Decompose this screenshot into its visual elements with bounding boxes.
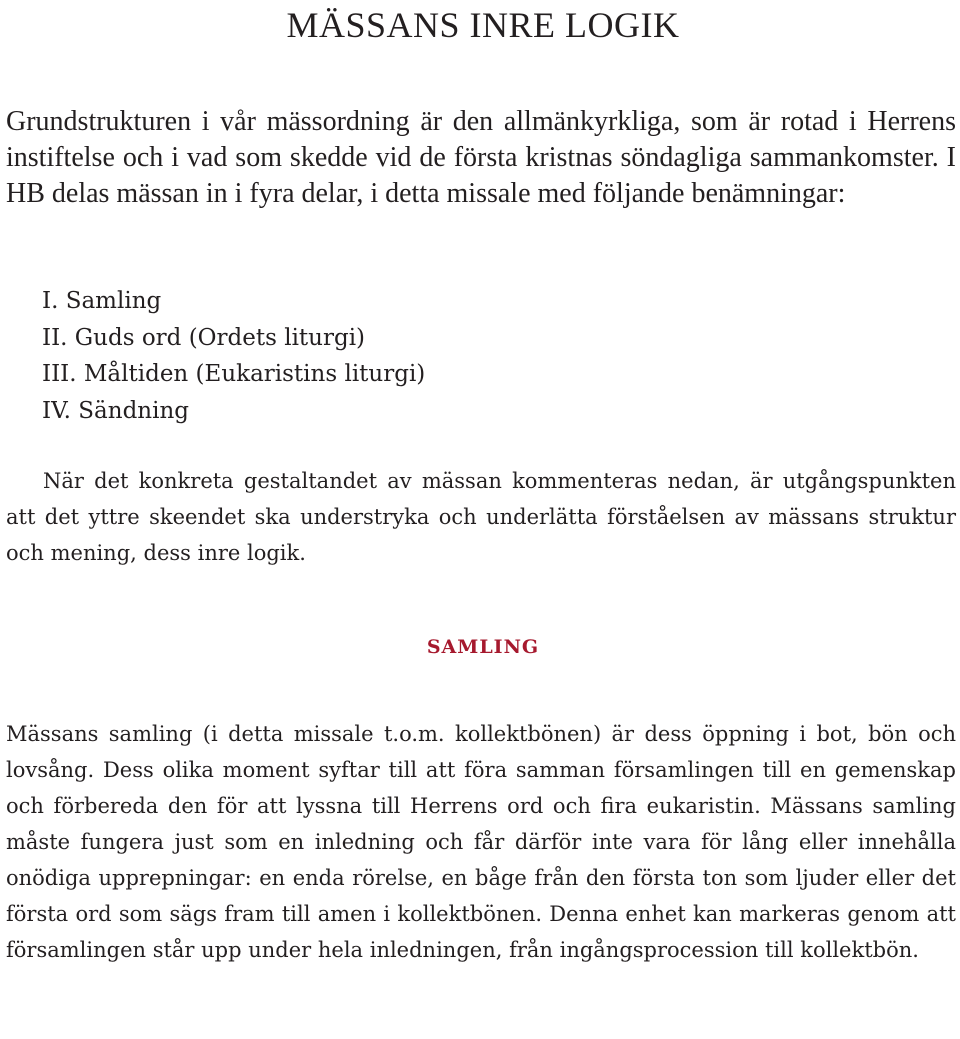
page-title: MÄSSANS INRE LOGIK <box>286 5 680 45</box>
list-item: III. Måltiden (Eukaristins liturgi) <box>42 361 426 387</box>
list-item: II. Guds ord (Ordets liturgi) <box>42 324 366 351</box>
section-heading: SAMLING <box>426 636 540 658</box>
intro-paragraph: Grundstrukturen i vår mässordning är den allmänkyrkliga, som är rotad i Herrens instiftelse och i vad som skedde vid de första kristnas söndagliga sammankomster. I HB delas mässan in i fyra delar, i detta missale med följande benämningar: <box>6 106 956 209</box>
commentary-paragraph: När det konkreta gestaltandet av mässan kommenteras nedan, är utgångspunkten att det yttre skeendet ska understryka och underlätta förståelsen av mässans struktur och mening, dess inre logik. <box>6 469 956 565</box>
section-paragraph: Mässans samling (i detta missale t.o.m. kollektbönen) är dess öppning i bot, bön och lovsång. Dess olika moment syftar till att föra samman församlingen till en gemenskap och förbereda den för att lyssna till Herrens ord och fira eukaristin. Mässans samling måste fungera just som en inledning och får därför inte vara för lång eller innehålla onödiga upprepningar: en enda rörelse, en båge från den första ton som ljuder eller det första ord som sägs fram till amen i kollektbönen. Denna enhet kan markeras genom att församlingen står upp under hela inledningen, från ingångsprocession till kollektbön. <box>6 722 956 962</box>
mass-parts-list <box>42 283 425 429</box>
list-item: IV. Sändning <box>42 397 190 424</box>
list-item: I. Samling <box>42 288 162 314</box>
